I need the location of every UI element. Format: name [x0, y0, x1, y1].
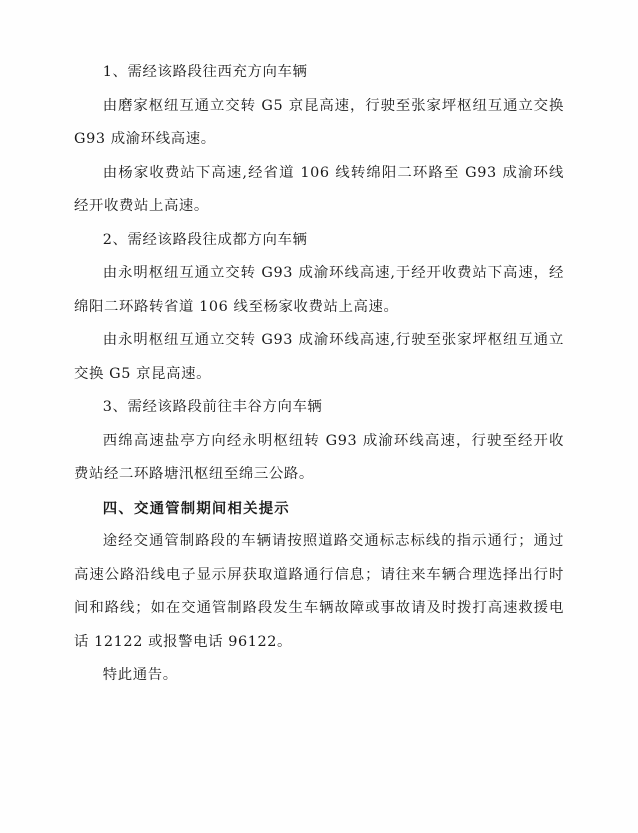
paragraph-section-4-body: 途经交通管制路段的车辆请按照道路交通标志标线的指示通行；通过高速公路沿线电子显示屏获取道路通行信息；请往来车辆合理选择出行时间和路线；如在交通管制路段发生车辆故障或事故请及时拨打高速救援电话 12122 或报警电话 96122。 — [74, 533, 564, 650]
paragraph-item-2-title: 2、需经该路段往成都方向车辆 — [102, 231, 308, 248]
paragraph-closing: 特此通告。 — [102, 667, 178, 683]
paragraph-item-3-route-1: 西绵高速盐亭方向经永明枢纽转 G93 成渝环线高速，行驶至经开收费站经二环路塘汛枢纽至绵三公路。 — [74, 432, 564, 482]
paragraph-item-1-route-1: 由磨家枢纽互通立交转 G5 京昆高速，行驶至张家坪枢纽互通立交换 G93 成渝环线高速。 — [74, 97, 564, 147]
paragraph-item-1-title: 1、需经该路段往西充方向车辆 — [102, 64, 308, 80]
section-4-heading: 四、交通管制期间相关提示 — [102, 499, 290, 517]
paragraph-item-1-route-2: 由杨家收费站下高速,经省道 106 线转绵阳二环路至 G93 成渝环线经开收费站上高速。 — [74, 164, 564, 214]
document-body — [74, 56, 564, 693]
paragraph-item-2-route-1: 由永明枢纽互通立交转 G93 成渝环线高速,于经开收费站下高速，经绵阳二环路转省道 106 线至杨家收费站上高速。 — [74, 265, 564, 315]
paragraph-item-2-route-2: 由永明枢纽互通立交转 G93 成渝环线高速,行驶至张家坪枢纽互通立交换 G5 京昆高速。 — [74, 332, 564, 382]
paragraph-item-3-title: 3、需经该路段前往丰谷方向车辆 — [102, 399, 323, 415]
